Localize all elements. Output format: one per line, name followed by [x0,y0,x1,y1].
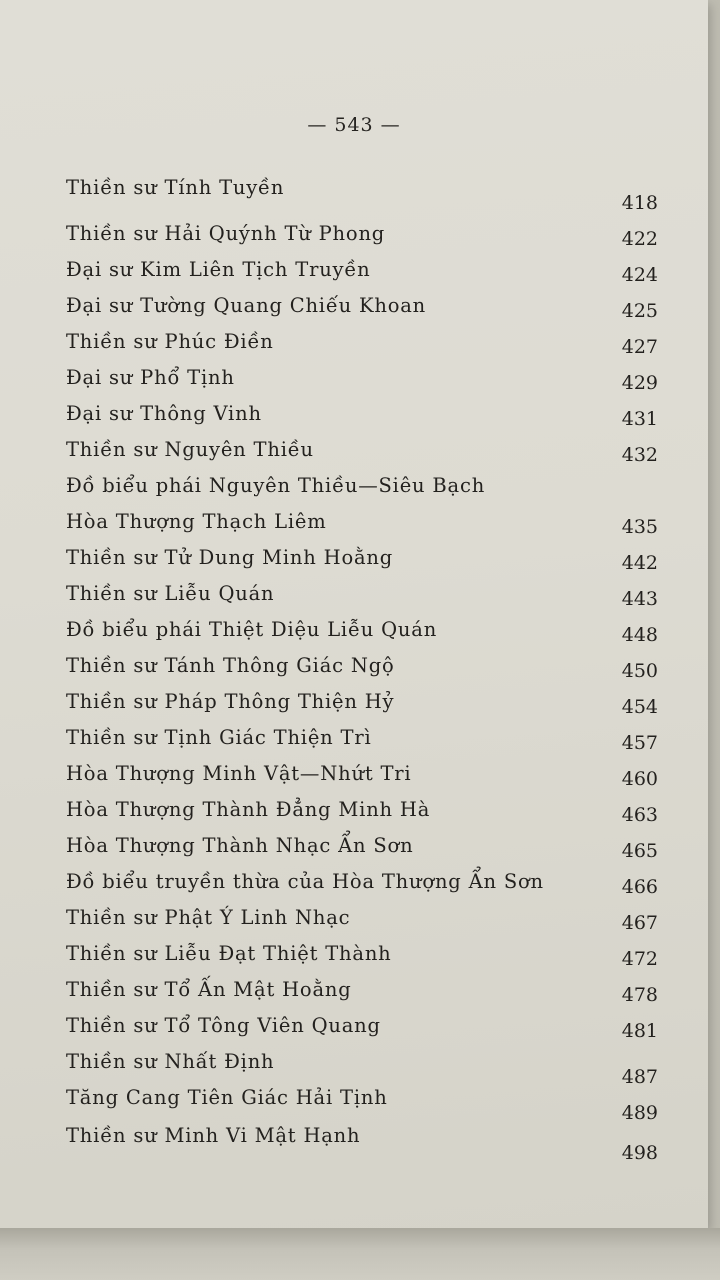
toc-entry-page: 498 [621,1142,658,1164]
toc-entry-title: Đại sư Kim Liên Tịch Truyền [66,258,371,281]
toc-entry-page: 489 [621,1102,658,1124]
toc-entry-page: 422 [621,228,658,250]
page-number: — 543 — [307,114,401,136]
toc-entry-title: Hòa Thượng Thành Đẳng Minh Hà [66,798,431,821]
toc-entry-title: Đại sư Phổ Tịnh [66,366,235,389]
toc-entry-title: Đồ biểu truyền thừa của Hòa Thượng Ẩn Sơn [66,870,544,893]
toc-entry-title: Thiền sư Minh Vi Mật Hạnh [66,1124,361,1147]
toc-entry-title: Đại sư Thông Vinh [66,402,262,425]
toc-entry-title: Thiền sư Tánh Thông Giác Ngộ [66,654,395,677]
toc-entry-page: 427 [621,336,658,358]
toc-entry-page: 429 [621,372,658,394]
toc-entry-page: 442 [621,552,658,574]
toc-entry-page: 448 [621,624,658,646]
toc-entry-title: Thiền sư Phật Ý Linh Nhạc [66,906,351,929]
toc-entry-title: Thiền sư Tổ Ấn Mật Hoằng [66,978,352,1001]
toc-entry-title: Thiền sư Phúc Điền [66,330,274,353]
toc-entry-page: 467 [621,912,658,934]
toc-entry-title: Hòa Thượng Thành Nhạc Ẩn Sơn [66,834,414,857]
toc-entry-page: 481 [621,1020,658,1042]
toc-entry-title: Đồ biểu phái Thiệt Diệu Liễu Quán [66,618,438,641]
toc-entry-title: Hòa Thượng Minh Vật—Nhứt Tri [66,762,412,785]
toc-entry-title: Thiền sư Tổ Tông Viên Quang [66,1014,381,1037]
toc-entry-title: Thiền sư Hải Quýnh Từ Phong [66,222,386,245]
toc-entry-title: Đại sư Tường Quang Chiếu Khoan [66,294,427,317]
toc-entry-page: 435 [621,516,658,538]
toc-entry-title: Thiền sư Liễu Quán [66,582,275,605]
toc-entry-page: 463 [621,804,658,826]
toc-entry-page: 418 [621,192,658,214]
toc-entry-title: Hòa Thượng Thạch Liêm [66,510,327,533]
toc-entry-page: 466 [621,876,658,898]
toc-entry-page: 450 [621,660,658,682]
toc-entry-page: 454 [621,696,658,718]
toc-entry-title: Thiền sư Tử Dung Minh Hoằng [66,546,394,569]
toc-entry-page: 465 [621,840,658,862]
toc-entry-page: 432 [621,444,658,466]
toc-entry-title: Thiền sư Nhất Định [66,1050,275,1073]
toc-entry-page: 457 [621,732,658,754]
toc-entry-title: Đồ biểu phái Nguyên Thiều—Siêu Bạch [66,474,486,497]
toc-entry-page: 472 [621,948,658,970]
page-edge-shadow [0,1228,720,1280]
toc-entry-title: Tăng Cang Tiên Giác Hải Tịnh [66,1086,388,1109]
toc-entry-page: 443 [621,588,658,610]
toc-entry-title: Thiền sư Tính Tuyền [66,176,285,199]
toc-entry-page: 425 [621,300,658,322]
toc-entry-title: Thiền sư Liễu Đạt Thiệt Thành [66,942,392,965]
toc-entry-page: 424 [621,264,658,286]
toc-entry-page: 460 [621,768,658,790]
toc-entry-title: Thiền sư Pháp Thông Thiện Hỷ [66,690,395,713]
toc-entry-page: 487 [621,1066,658,1088]
toc-entry-title: Thiền sư Tịnh Giác Thiện Trì [66,726,372,749]
toc-entry-page: 478 [621,984,658,1006]
toc-entry-page: 431 [621,408,658,430]
toc-entry-title: Thiền sư Nguyên Thiều [66,438,314,461]
